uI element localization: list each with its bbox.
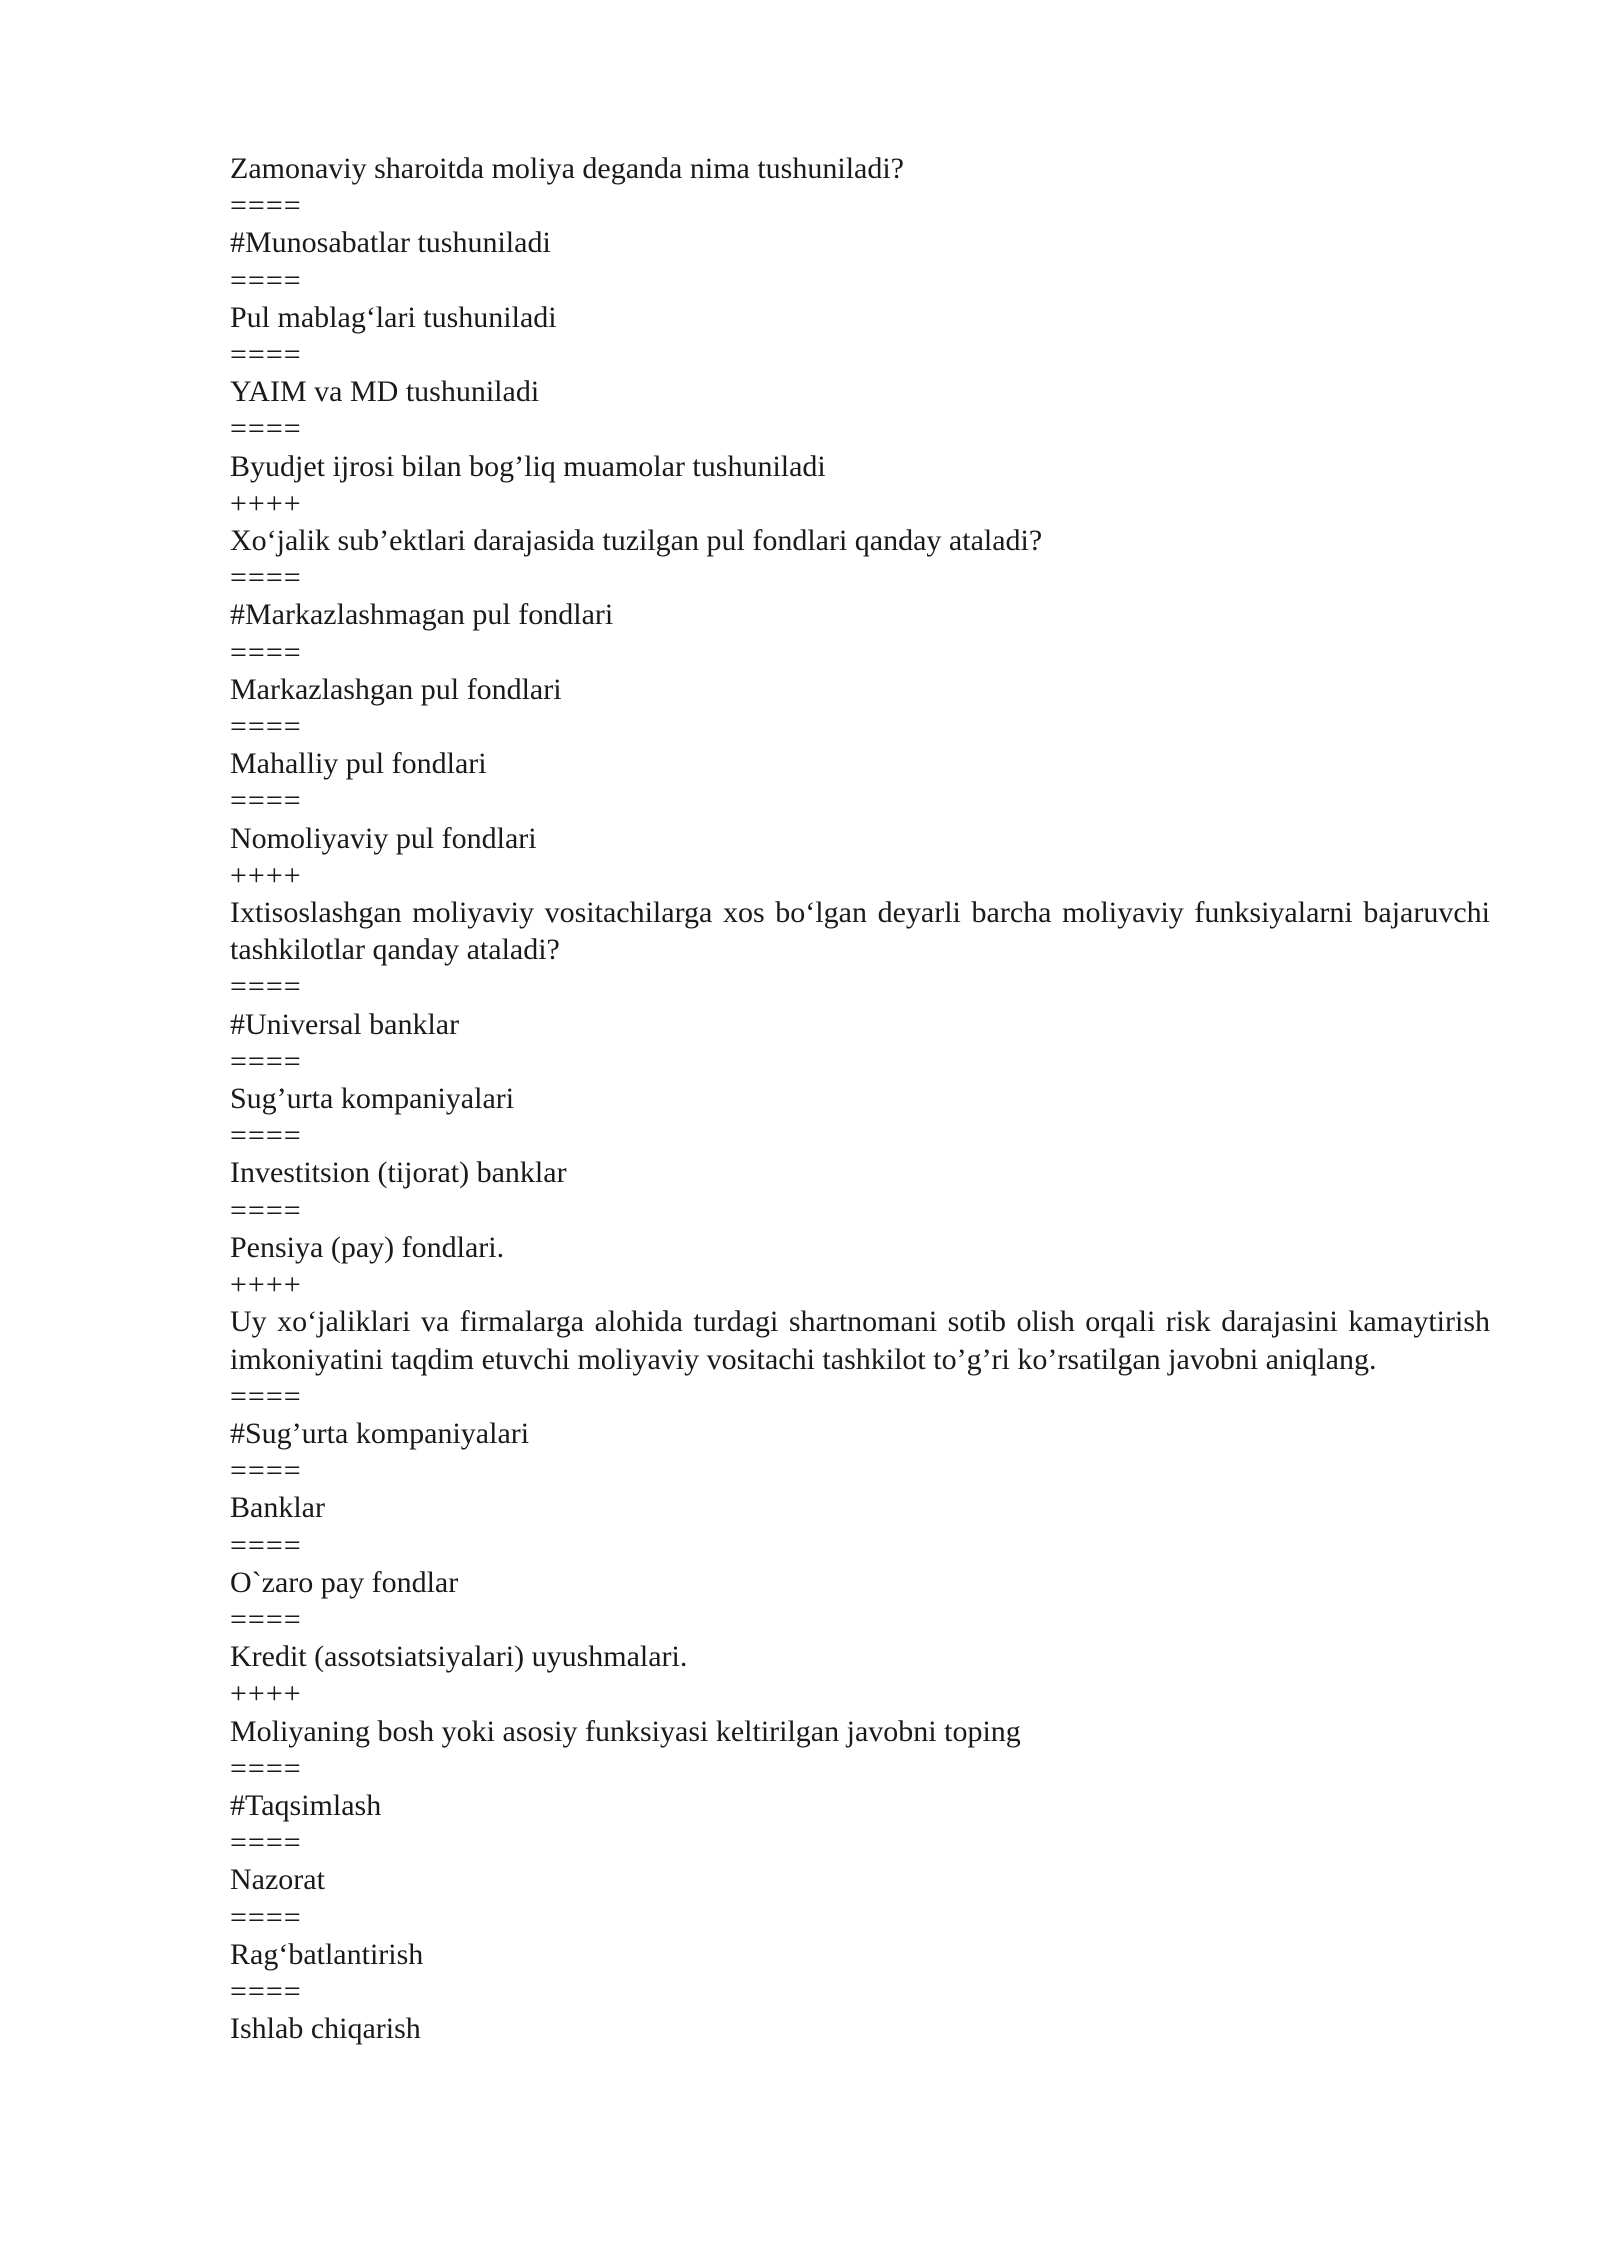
answer-option: Mahalliy pul fondlari [230, 747, 487, 781]
answer-option: Kredit (assotsiatsiyalari) uyushmalari. [230, 1640, 688, 1674]
answer-option: Nomoliyaviy pul fondlari [230, 821, 537, 855]
answer-separator: ==== [230, 1602, 302, 1636]
answer-separator: ==== [230, 338, 302, 372]
answer-option: Nazorat [230, 1863, 325, 1897]
question-text: Xo‘jalik sub’ektlari darajasida tuzilgan pul fondlari qanday ataladi? [230, 524, 1043, 558]
answer-separator: ==== [230, 1119, 302, 1153]
answer-option: #Sug’urta kompaniyalari [230, 1416, 530, 1450]
answer-separator: ==== [230, 263, 302, 297]
answer-option: Ishlab chiqarish [230, 2012, 421, 2046]
answer-option: Investitsion (tijorat) banklar [230, 1156, 567, 1190]
answer-separator: ==== [230, 1044, 302, 1078]
answer-separator: ==== [230, 1379, 302, 1413]
answer-separator: ==== [230, 1528, 302, 1562]
answer-option: #Taqsimlash [230, 1788, 382, 1822]
answer-separator: ==== [230, 189, 302, 223]
question-separator: ++++ [230, 486, 302, 520]
answer-option: #Munosabatlar tushuniladi [230, 226, 551, 260]
question-text: Moliyaning bosh yoki asosiy funksiyasi keltirilgan javobni toping [230, 1714, 1021, 1748]
question-separator: ++++ [230, 1268, 302, 1302]
answer-option: Pul mablag‘lari tushuniladi [230, 300, 557, 334]
answer-separator: ==== [230, 710, 302, 744]
answer-option: Pensiya (pay) fondlari. [230, 1230, 505, 1264]
answer-option: Byudjet ijrosi bilan bog’liq muamolar tushuniladi [230, 449, 826, 483]
answer-option: O`zaro pay fondlar [230, 1565, 459, 1599]
answer-option: YAIM va MD tushuniladi [230, 375, 540, 409]
question-text: Uy xo‘jaliklari va firmalarga alohida turdagi shartnomani sotib olish orqali risk darajasini kamaytirish imkoniyatini taqdim etuvchi moliyaviy vositachi tashkilot to’g’ri ko’rsatilgan javobni aniqlang. [230, 1305, 1498, 1376]
answer-separator: ==== [230, 1826, 302, 1860]
answer-separator: ==== [230, 784, 302, 818]
answer-separator: ==== [230, 970, 302, 1004]
answer-option: Sug’urta kompaniyalari [230, 1082, 515, 1116]
answer-separator: ==== [230, 1974, 302, 2008]
answer-separator: ==== [230, 1193, 302, 1227]
answer-option: #Universal banklar [230, 1007, 460, 1041]
answer-option: Rag‘batlantirish [230, 1937, 424, 1971]
question-separator: ++++ [230, 1677, 302, 1711]
answer-option: #Markazlashmagan pul fondlari [230, 598, 614, 632]
answer-option: Markazlashgan pul fondlari [230, 672, 562, 706]
question-separator: ++++ [230, 858, 302, 892]
answer-separator: ==== [230, 1900, 302, 1934]
answer-separator: ==== [230, 635, 302, 669]
question-text: Zamonaviy sharoitda moliya deganda nima tushuniladi? [230, 152, 904, 185]
answer-separator: ==== [230, 412, 302, 446]
answer-separator: ==== [230, 1751, 302, 1785]
answer-option: Banklar [230, 1491, 325, 1525]
document-page [230, 150, 1498, 2047]
question-text: Ixtisoslashgan moliyaviy vositachilarga xos bo‘lgan deyarli barcha moliyaviy funksiyalarni bajaruvchi tashkilotlar qanday ataladi? [230, 896, 1498, 967]
answer-separator: ==== [230, 561, 302, 595]
answer-separator: ==== [230, 1454, 302, 1488]
